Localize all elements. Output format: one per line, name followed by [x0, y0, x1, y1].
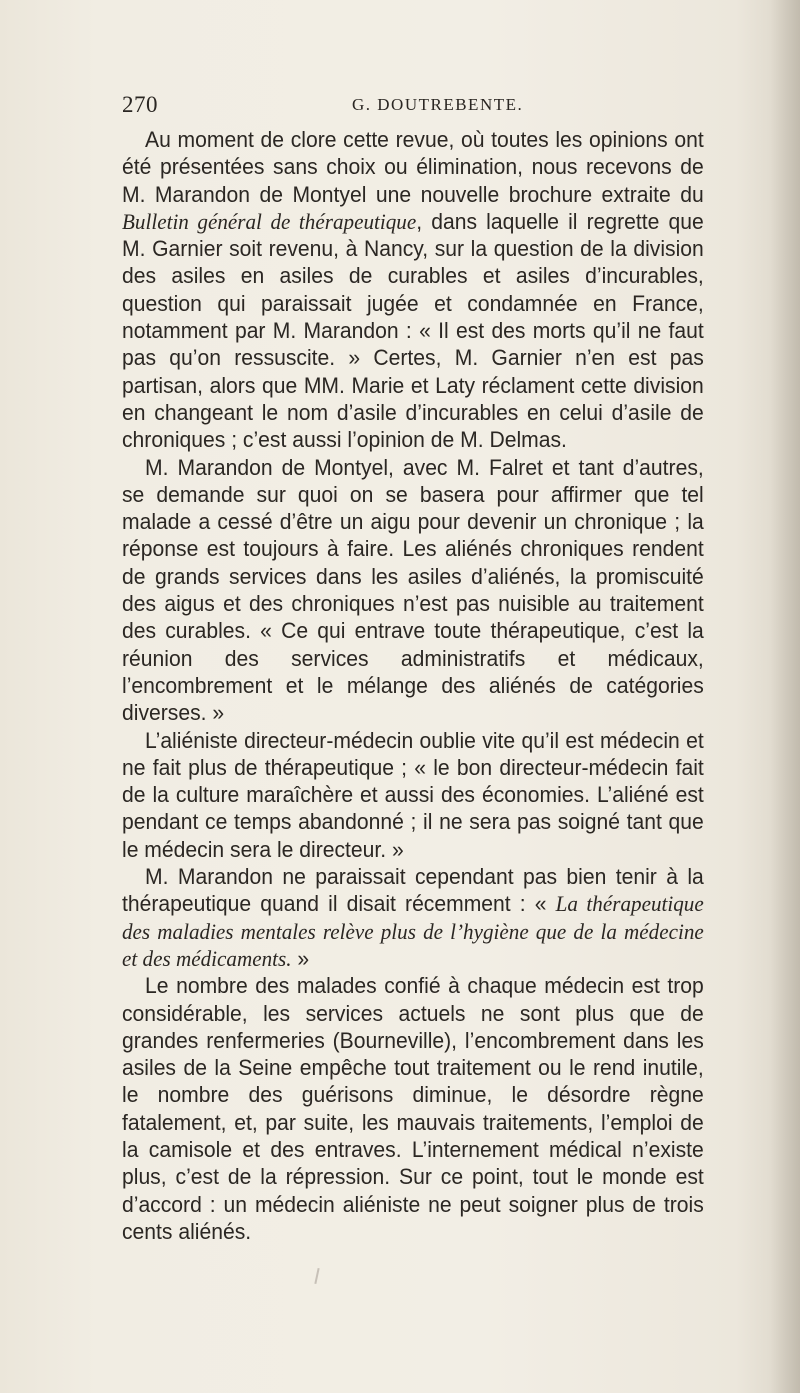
paragraph-1-text-b: , dans laquelle il regrette que M. Garnier soit revenu, à Nancy, sur la question de la division des asiles en asiles de curables et asiles d’incurables, question qui paraissait jugée et condamnée en France, notamment par M. Marandon : « Il est des morts qu’il ne faut pas qu’on ressuscite. » Certes, M. Garnier n’en est pas partisan, alors que MM. Marie et Laty réclament cette division en changeant le nom d’asile d’incurables en celui d’asile de chroniques ; c’est aussi l’opinion de M. Delmas. — [122, 208, 704, 453]
page-header — [122, 92, 728, 120]
paragraph-2-text: M. Marandon de Montyel, avec M. Falret et tant d’autres, se demande sur quoi on se basera pour affirmer que tel malade a cessé d’être un aigu pour devenir un chronique ; la réponse est toujours à faire. Les aliénés chroniques rendent de grands services dans les asiles d’aliénés, la promiscuité des aigus et des chroniques n’est pas nuisible au traitement des curables. « Ce qui entrave toute thérapeutique, c’est la réunion des services administratifs et médicaux, l’encombrement et le mélange des aliénés de catégories diverses. » — [122, 454, 704, 726]
stray-pencil-mark — [314, 1268, 319, 1284]
paragraph-1 — [122, 126, 704, 454]
running-head: G. DOUTREBENTE. — [352, 95, 524, 114]
paragraph-4-text-a: M. Marandon ne paraissait cependant pas bien tenir à la thérapeutique quand il disait récemment : « — [122, 864, 704, 917]
paragraph-4-text-b: » — [291, 945, 310, 971]
page-edge-shadow — [770, 0, 800, 1393]
page-number: 270 — [122, 92, 158, 117]
paragraph-3 — [122, 727, 704, 863]
journal-title: Bulletin général de thérapeutique — [122, 208, 417, 234]
quotation-italic: La thérapeutique des maladies mentales relève plus de l’hygiène que de la médecine et des médicaments. — [122, 891, 704, 971]
paragraph-5-text: Le nombre des malades confié à chaque médecin est trop considérable, les services actuels ne sont plus que de grandes renfermeries (Bourneville), l’encombrement dans les asiles de la Seine empêche tout traitement ou le rend inutile, le nombre des guérisons diminue, le désordre règne fatalement, et, par suite, les mauvais traitements, l’emploi de la camisole et des entraves. L’internement médical n’existe plus, c’est de la répression. Sur ce point, tout le monde est d’accord : un médecin aliéniste ne peut soigner plus de trois cents aliénés. — [122, 973, 704, 1244]
paragraph-5 — [122, 972, 704, 1245]
paragraph-4 — [122, 863, 704, 972]
paragraph-3-text: L’aliéniste directeur-médecin oublie vite qu’il est médecin et ne fait plus de thérapeutique ; « le bon directeur-médecin fait de la culture maraîchère et aussi des économies. L’aliéné est pendant ce temps abandonné ; il ne sera pas soigné tant que le médecin sera le directeur. » — [122, 727, 704, 862]
paragraph-1-text-a: Au moment de clore cette revue, où toutes les opinions ont été présentées sans choix ou élimination, nous recevons de M. Marandon de Montyel une nouvelle brochure extraite du — [122, 127, 704, 207]
paragraph-2 — [122, 454, 704, 727]
body-text — [122, 126, 704, 1245]
